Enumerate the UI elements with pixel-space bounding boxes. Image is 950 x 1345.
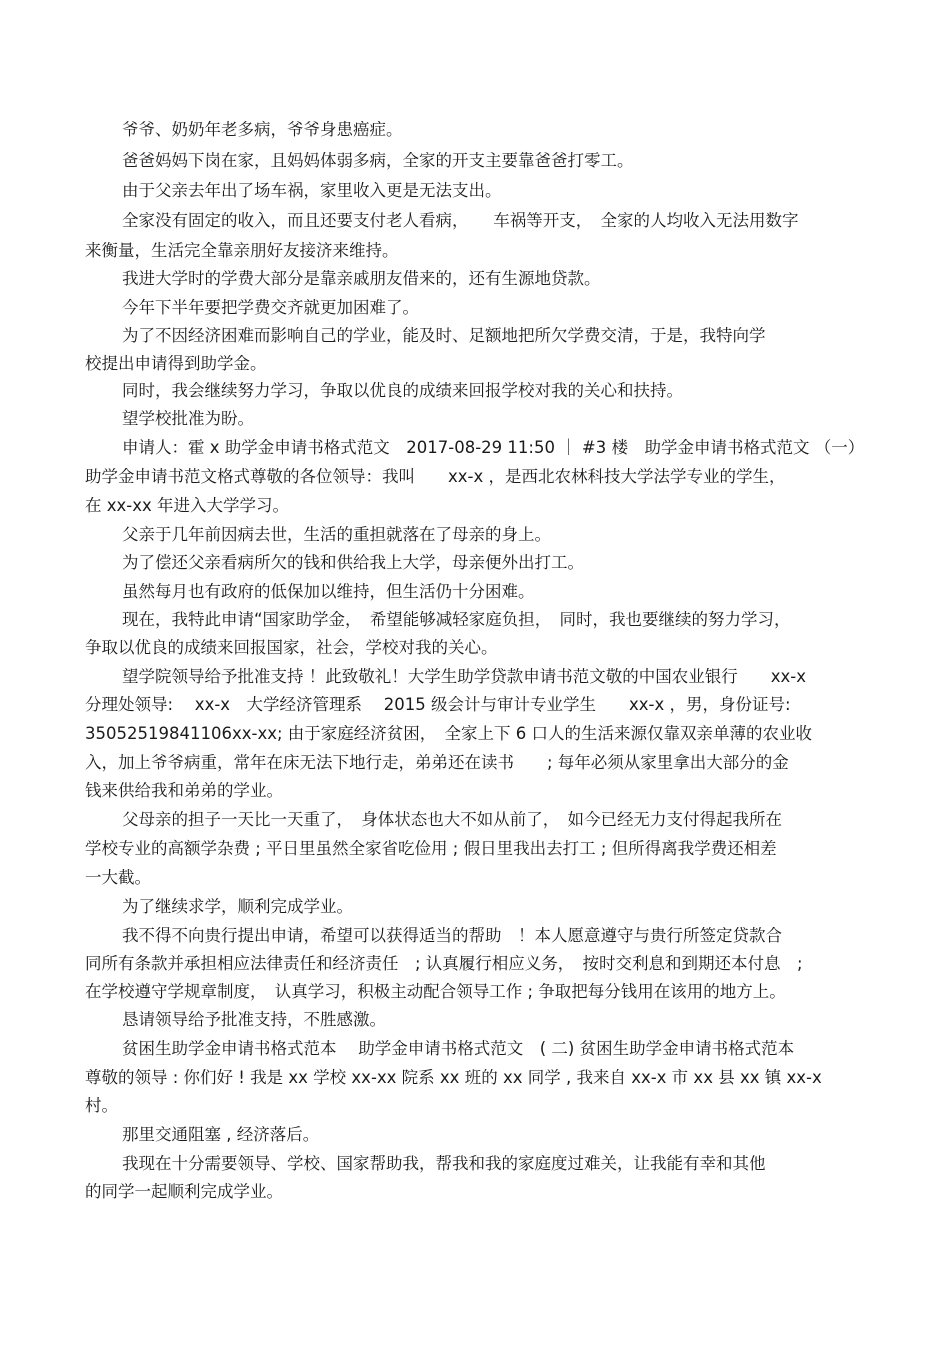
text-line: 爸爸妈妈下岗在家，且妈妈体弱多病，全家的开支主要靠爸爸打零工。 — [122, 151, 634, 170]
text-line: 在 xx-xx 年进入大学学习。 — [85, 496, 290, 515]
text-line: 为了偿还父亲看病所欠的钱和供给我上大学，母亲便外出打工。 — [122, 553, 584, 572]
text-line: 村。 — [85, 1096, 118, 1115]
text-line: 我现在十分需要领导、学校、国家帮助我，帮我和我的家庭度过难关，让我能有幸和其他 — [122, 1154, 766, 1173]
text-line: 的同学一起顺利完成学业。 — [85, 1182, 283, 1201]
text-line: 父亲于几年前因病去世，生活的重担就落在了母亲的身上。 — [122, 525, 551, 544]
text-line: 校提出申请得到助学金。 — [85, 354, 267, 373]
text-line: 在学校遵守学规章制度， 认真学习，积极主动配合领导工作 ; 争取把每分钱用在该用的地方上。 — [85, 982, 786, 1001]
text-line: 35052519841106xx-xx; 由于家庭经济贫困， 全家上下 6 口人的生活来源仅靠双亲单薄的农业收 — [85, 724, 813, 743]
text-line: 助学金申请书范文格式尊敬的各位领导：我叫 xx-x ，是西北农林科技大学法学专业的学生， — [85, 467, 786, 486]
text-line: 虽然每月也有政府的低保加以维持，但生活仍十分困难。 — [122, 582, 535, 601]
text-line: 钱来供给我和弟弟的学业。 — [85, 781, 283, 800]
text-line: 申请人：霍 x 助学金申请书格式范文 2017-08-29 11:50 ｜ #3 楼 助学金申请书格式范文 （一） — [122, 438, 865, 457]
text-line: 学校专业的高额学杂费 ; 平日里虽然全家省吃俭用 ; 假日里我出去打工 ; 但所得离我学费还相差 — [85, 839, 777, 858]
text-line: 一大截。 — [85, 868, 151, 887]
text-line: 为了继续求学，顺利完成学业。 — [122, 897, 353, 916]
text-line: 来衡量，生活完全靠亲朋好友接济来维持。 — [85, 241, 399, 260]
text-line: 争取以优良的成绩来回报国家，社会，学校对我的关心。 — [85, 638, 498, 657]
text-line: 由于父亲去年出了场车祸，家里收入更是无法支出。 — [122, 181, 502, 200]
text-line: 尊敬的领导 : 你们好 ! 我是 xx 学校 xx-xx 院系 xx 班的 xx 同学 , 我来自 xx-x 市 xx 县 xx 镇 xx-x — [85, 1068, 822, 1087]
text-line: 同时，我会继续努力学习，争取以优良的成绩来回报学校对我的关心和扶持。 — [122, 381, 683, 400]
text-line: 现在，我特此申请“国家助学金， 希望能够减轻家庭负担， 同时，我也要继续的努力学习， — [122, 610, 791, 629]
text-line: 我进大学时的学费大部分是靠亲戚朋友借来的，还有生源地贷款。 — [122, 269, 601, 288]
text-line: 今年下半年要把学费交齐就更加困难了。 — [122, 298, 419, 317]
text-line: 我不得不向贵行提出申请，希望可以获得适当的帮助 ！本人愿意遵守与贵行所签定贷款合 — [122, 926, 782, 945]
text-line: 望学校批准为盼。 — [122, 409, 254, 428]
text-line: 入，加上爷爷病重，常年在床无法下地行走，弟弟还在读书 ; 每年必须从家里拿出大部分的金 — [85, 753, 789, 772]
text-line: 全家没有固定的收入，而且还要支付老人看病， 车祸等开支， 全家的人均收入无法用数字 — [122, 211, 799, 230]
text-line: 恳请领导给予批准支持，不胜感激。 — [122, 1010, 386, 1029]
text-line: 同所有条款并承担相应法律责任和经济责任 ; 认真履行相应义务， 按时交利息和到期还本付息 ; — [85, 954, 803, 973]
text-line: 那里交通阻塞 , 经济落后。 — [122, 1125, 320, 1144]
text-line: 望学院领导给予批准支持 ！此致敬礼！大学生助学贷款申请书范文敬的中国农业银行 xx-x — [122, 667, 806, 686]
text-line: 为了不因经济困难而影响自己的学业，能及时、足额地把所欠学费交清，于是，我特向学 — [122, 326, 766, 345]
text-line: 父母亲的担子一天比一天重了， 身体状态也大不如从前了， 如今已经无力支付得起我所在 — [122, 810, 782, 829]
text-line: 分理处领导: xx-x 大学经济管理系 2015 级会计与审计专业学生 xx-x ，男，身份证号: — [85, 695, 791, 714]
text-line: 爷爷、奶奶年老多病，爷爷身患癌症。 — [122, 120, 403, 139]
text-line: 贫困生助学金申请书格式范本 助学金申请书格式范文 ( 二) 贫困生助学金申请书格式范本 — [122, 1039, 795, 1058]
